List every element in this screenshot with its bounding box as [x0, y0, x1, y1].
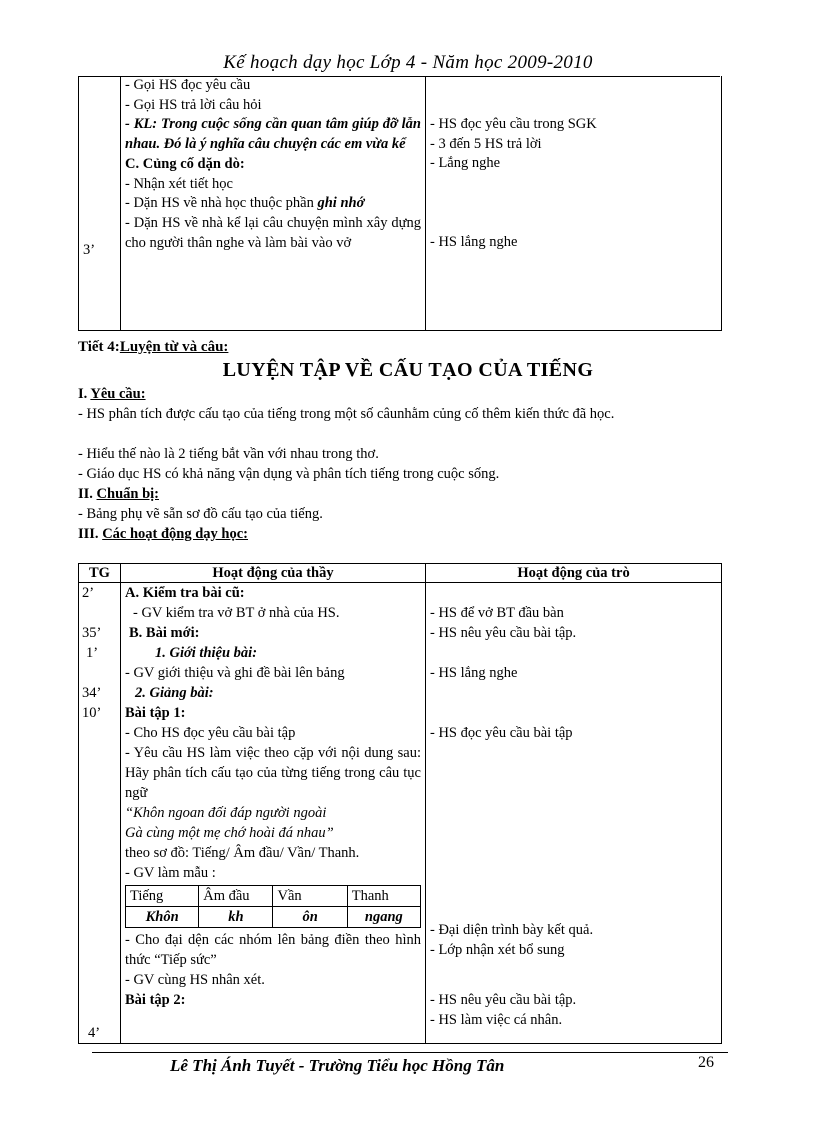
page-footer: Lê Thị Ánh Tuyết - Trường Tiểu học Hồng Tân	[170, 1056, 505, 1075]
teacher-cell: - Gọi HS đọc yêu cầu - Gọi HS trả lời câu hỏi - KL: Trong cuộc sống cần quan tâm giúp đỡ lẫn nhau. Đó là ý nghĩa câu chuyện các em vừa kể C. Củng cố dặn dò: - Nhận xét tiết học - Dặn HS về nhà học thuộc phần ghi nhớ - Dặn HS về nhà kể lại câu chuyện mình xây dựng cho người thân nghe và làm bài vào vở	[121, 76, 426, 331]
requirement-item: - Hiểu thế nào là 2 tiếng bắt vần với nhau trong thơ.	[78, 446, 379, 462]
page-number: 26	[698, 1054, 714, 1071]
col-header-teacher: Hoạt động của thầy	[121, 564, 426, 583]
tg-cell: 3’	[79, 76, 121, 331]
requirement-item: - Giáo dục HS có khả năng vận dụng và phân tích tiếng trong cuộc sống.	[78, 466, 500, 482]
lesson-title: LUYỆN TẬP VỀ CẤU TẠO CỦA TIẾNG	[222, 359, 594, 381]
model-data-row: Khôn kh ôn ngang	[126, 907, 421, 928]
activities-heading: III. Các hoạt động dạy học:	[78, 526, 249, 542]
page-header: Kế hoạch dạy học Lớp 4 - Năm học 2009-2010	[223, 52, 593, 73]
preparation-heading: II. Chuẩn bị:	[78, 486, 160, 502]
top-activity-table	[78, 76, 722, 331]
preparation-item: - Bảng phụ vẽ sẵn sơ đồ cấu tạo của tiếng.	[78, 506, 323, 522]
student-cell: - HS đọc yêu cầu trong SGK - 3 đến 5 HS trả lời - Lắng nghe - HS lắng nghe	[426, 76, 722, 331]
col-header-tg: TG	[79, 564, 121, 583]
model-table	[125, 885, 421, 928]
table-row	[79, 76, 722, 331]
student-cell: - HS để vở BT đầu bàn - HS nêu yêu cầu bài tập. - HS lắng nghe - HS đọc yêu cầu bài tập - Đại diện trình bày kết quả. - Lớp nhận xét bổ sung - HS nêu yêu cầu bài tập. - HS làm việc cá nhân.	[426, 583, 722, 1044]
footer-divider	[92, 1052, 728, 1053]
table-header-row	[79, 564, 722, 583]
col-header-student: Hoạt động của trò	[426, 564, 722, 583]
tg-cell: 2’ 35’ 1’ 34’ 10’ 4’	[79, 583, 121, 1044]
model-header-row: Tiếng Âm đầu Vần Thanh	[126, 886, 421, 907]
table-row	[79, 583, 722, 1044]
section-label: Tiết 4:Luyện từ và câu:	[78, 339, 229, 355]
requirements-heading: I. Yêu cầu:	[78, 386, 146, 402]
teacher-cell: A. Kiểm tra bài cũ: - GV kiểm tra vở BT ở nhà của HS. B. Bài mới: 1. Giới thiệu bài: - GV giới thiệu và ghi đề bài lên bảng 2. Giảng bài: Bài tập 1: - Cho HS đọc yêu cầu bài tập - Yêu cầu HS làm việc theo cặp với nội dung sau: Hãy phân tích cấu tạo của từng tiếng trong câu tục ngữ “Khôn ngoan đối đáp người ngoài Gà cùng một mẹ chớ hoài đá nhau” theo sơ đồ: Tiếng/ Âm đầu/ Vần/ Thanh. - GV làm mẫu : Tiếng Âm đầu Vần Thanh Khôn kh ôn ngang - Cho đại dện các nhóm lên bảng điền theo hình thức “Tiếp sức” - GV cùng HS nhân xét. Bài tập 2:	[121, 583, 426, 1044]
main-activity-table	[78, 563, 722, 1044]
requirement-item: - HS phân tích được cấu tạo của tiếng trong một số câunhằm củng cố thêm kiến thức đã học.	[78, 406, 615, 422]
